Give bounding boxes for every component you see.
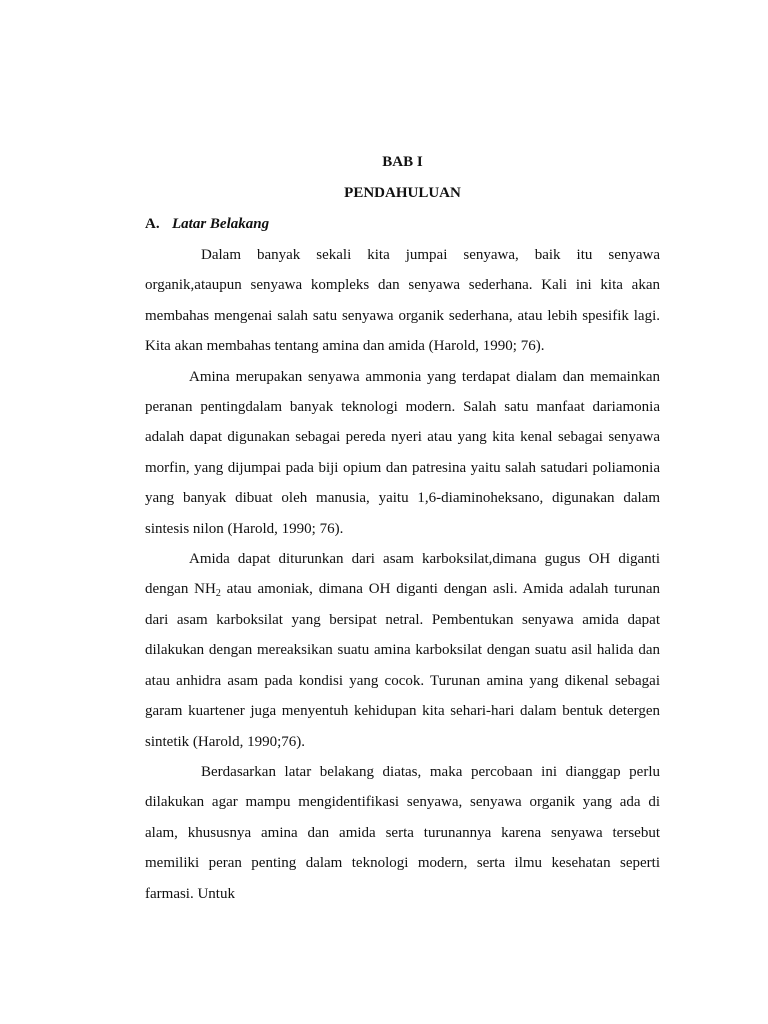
chapter-title: PENDAHULUAN: [344, 185, 461, 201]
paragraph-3: [145, 544, 660, 757]
section-heading: [145, 215, 269, 233]
paragraph-3-text-before: Amida dapat diturunkan dari asam karboksilat,dimana gugus OH diganti dengan NH: [145, 551, 660, 598]
paragraph-2: Amina merupakan senyawa ammonia yang terdapat dialam dan memainkan peranan pentingdalam banyak teknologi modern. Salah satu manfaat dariamonia adalah dapat digunakan sebagai pereda nyeri atau yang kita kenal sebagai senyawa morfin, yang dijumpai pada biji opium dan patresina yaitu salah satudari poliamonia yang banyak dibuat oleh manusia, yaitu 1,6-diaminoheksano, digunakan dalam sintesis nilon (Harold, 1990; 76).: [145, 368, 660, 537]
nh2-subscript: 2: [215, 588, 221, 600]
section-number: A.: [145, 216, 160, 232]
section-title: Latar Belakang: [172, 216, 270, 232]
paragraph-4: Berdasarkan latar belakang diatas, maka percobaan ini dianggap perlu dilakukan agar mampu mengidentifikasi senyawa, senyawa organik yang ada di alam, khususnya amina dan amida serta turunannya karena senyawa tersebut memiliki peran penting dalam teknologi modern, serta ilmu kesehatan seperti farmasi. Untuk: [145, 763, 660, 902]
paragraph-1: Dalam banyak sekali kita jumpai senyawa, baik itu senyawa organik,ataupun senyawa kompleks dan senyawa sederhana. Kali ini kita akan membahas mengenai salah satu senyawa organik sederhana, atau lebih spesifik lagi. Kita akan membahas tentang amina dan amida (Harold, 1990; 76).: [145, 247, 660, 355]
chapter-number: BAB I: [382, 154, 423, 170]
document-body: [145, 240, 660, 909]
paragraph-3-text-after: atau amoniak, dimana OH diganti dengan asli. Amida adalah turunan dari asam karboksilat yang bersipat netral. Pembentukan senyawa amida dapat dilakukan dengan mereaksikan suatu amina karboksilat dengan suatu asil halida dan atau anhidra asam pada kondisi yang cocok. Turunan amina yang dikenal sebagai garam kuartener juga menyentuh kehidupan kita sehari-hari dalam bentuk detergen sintetik (Harold, 1990;76).: [145, 581, 660, 750]
